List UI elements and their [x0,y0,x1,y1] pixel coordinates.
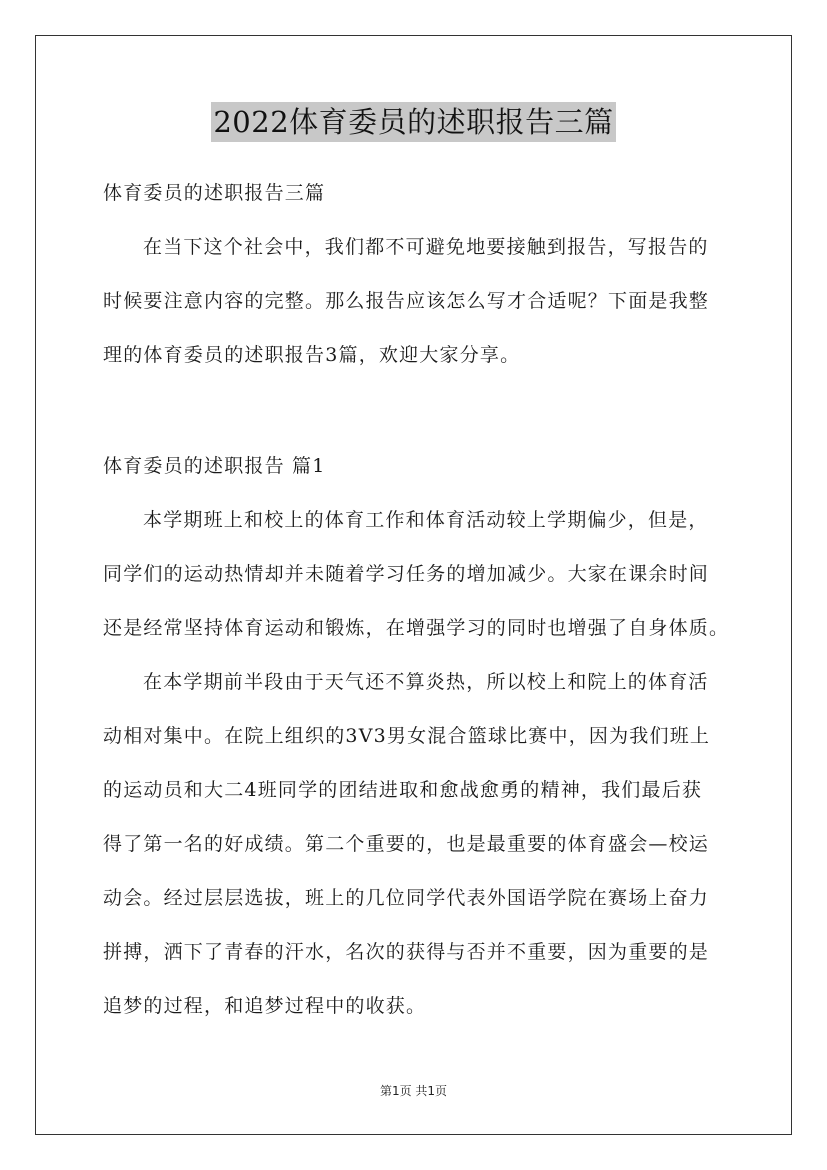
paragraph-line: 得了第一名的好成绩。第二个重要的，也是最重要的体育盛会—校运 [103,833,710,855]
page-footer: 第1页 共1页 [379,1084,448,1098]
paragraph-line: 的运动员和大二4班同学的团结进取和愈战愈勇的精神，我们最后获 [103,779,703,801]
paragraph-line: 还是经常坚持体育运动和锻炼，在增强学习的同时也增强了自身体质。 [103,617,730,639]
intro-line: 时候要注意内容的完整。那么报告应该怎么写才合适呢？下面是我整 [103,290,710,312]
intro-line: 在当下这个社会中，我们都不可避免地要接触到报告，写报告的 [143,236,709,258]
section-heading: 体育委员的述职报告 篇1 [103,455,326,477]
paragraph-line: 追梦的过程，和追梦过程中的收获。 [103,995,427,1017]
paragraph-line: 动相对集中。在院上组织的3V3男女混合篮球比赛中，因为我们班上 [103,725,711,747]
paragraph-line: 在本学期前半段由于天气还不算炎热，所以校上和院上的体育活 [143,671,709,693]
paragraph-line: 拼搏，洒下了青春的汗水，名次的获得与否并不重要，因为重要的是 [103,941,710,963]
document-subtitle: 体育委员的述职报告三篇 [103,182,326,204]
title-container [0,102,827,142]
intro-line: 理的体育委员的述职报告3篇，欢迎大家分享。 [103,344,521,366]
paragraph-line: 本学期班上和校上的体育工作和体育活动较上学期偏少，但是， [143,509,709,531]
document-title: 2022体育委员的述职报告三篇 [211,102,615,142]
paragraph-line: 同学们的运动热情却并未随着学习任务的增加减少。大家在课余时间 [103,563,710,585]
paragraph-line: 动会。经过层层选拔，班上的几位同学代表外国语学院在赛场上奋力 [103,887,710,909]
